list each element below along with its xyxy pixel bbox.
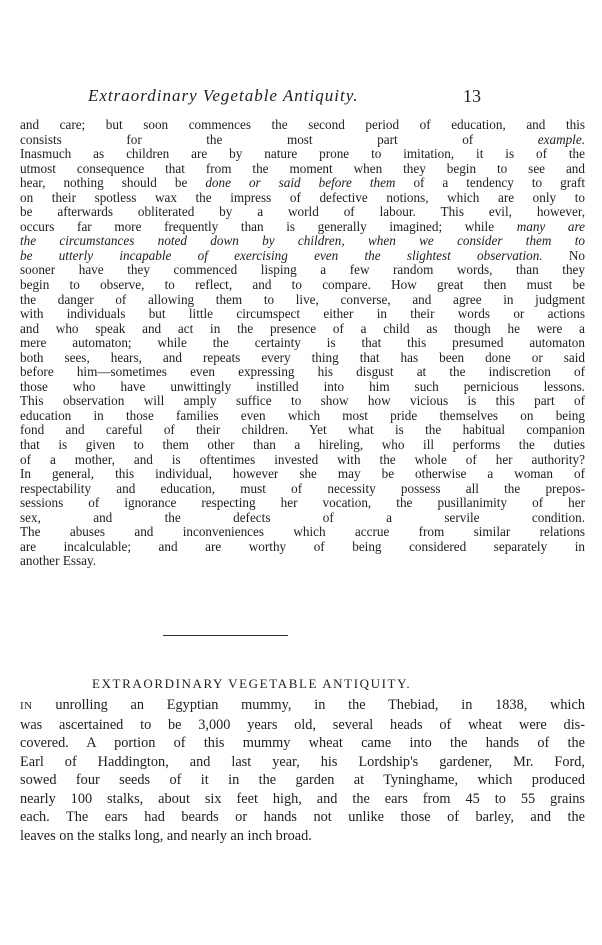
page-number: 13 — [463, 86, 481, 106]
text-run: the danger of allowing them to live, converse, and agree in judgment — [20, 291, 585, 307]
page-header — [0, 86, 602, 110]
text-line — [20, 453, 585, 468]
text-line — [20, 336, 585, 351]
italic-run: example. — [537, 131, 585, 147]
small-caps-run: IN — [20, 700, 33, 712]
text-run: mere automaton; while the certainty is that this presumed automaton — [20, 335, 585, 351]
text-run: The abuses and inconveniences which accrue from similar relations — [20, 524, 585, 540]
text-run: In general, this individual, however she may be otherwise a woman of — [20, 466, 585, 482]
text-run: covered. A portion of this mummy wheat came into the hands of the — [20, 735, 585, 751]
text-run: and who speak and act in the presence of a child as though he were a — [20, 320, 585, 336]
text-line — [20, 467, 585, 482]
italic-run: be utterly incapable of exercising even the slightest observation. — [20, 247, 543, 263]
text-run: of a tendency to graft — [395, 175, 585, 191]
text-run: This observation will amply suffice to show how vicious is this part of — [20, 393, 585, 409]
text-run: of a mother, and is oftentimes invested with the whole of her authority? — [20, 451, 585, 467]
section-divider — [163, 635, 288, 636]
text-run: and care; but soon commences the second period of education, and this — [20, 117, 585, 132]
text-line — [20, 790, 585, 809]
text-run: on their spotless wax the impress of defective notions, which are only to — [20, 189, 585, 205]
text-line — [20, 293, 585, 308]
text-run: hear, nothing should be — [20, 175, 206, 191]
text-line — [20, 753, 585, 772]
text-line — [20, 307, 585, 322]
text-line — [20, 496, 585, 511]
text-run: sex, and the defects of a servile condition. — [20, 509, 585, 525]
text-line — [20, 771, 585, 790]
text-line — [20, 234, 585, 249]
text-line — [20, 511, 585, 526]
text-line — [20, 176, 585, 191]
text-line — [20, 734, 585, 753]
section-title: EXTRAORDINARY VEGETABLE ANTIQUITY. — [92, 676, 412, 691]
text-line — [20, 147, 585, 162]
text-run: was ascertained to be 3,000 years old, several heads of wheat were dis- — [20, 716, 585, 733]
text-run: education in those families even which most pride themselves on being — [20, 407, 585, 423]
text-run: both sees, hears, and repeats every thing that has been done or said — [20, 349, 585, 365]
text-line — [20, 827, 585, 846]
text-run: consists for the most part of — [20, 131, 538, 147]
text-run: are incalculable; and are worthy of being considered separately in — [20, 538, 585, 554]
text-run: that is given to them other than a hireling, who ill performs the duties — [20, 437, 585, 453]
text-line — [20, 423, 585, 438]
running-title: Extraordinary Vegetable Antiquity. — [88, 86, 359, 105]
text-line — [20, 394, 585, 409]
text-line — [20, 322, 585, 337]
text-run: fond and careful of their children. Yet what is the habitual companion — [20, 422, 585, 438]
text-run: occurs far more frequently than is generally imagined; while — [20, 218, 517, 234]
text-run: No — [542, 247, 585, 263]
text-run: begin to observe, to reflect, and to compare. How great then must be — [20, 277, 585, 293]
text-line — [20, 220, 585, 235]
text-run: leaves on the stalks long, and nearly an inch broad. — [20, 827, 312, 844]
text-line — [20, 808, 585, 827]
text-line — [20, 525, 585, 540]
mummy-wheat-article-text — [20, 696, 585, 845]
text-run: those who have unwittingly instilled into him such pernicious lessons. — [20, 378, 585, 394]
text-line — [20, 205, 585, 220]
italic-run: many are — [516, 218, 585, 234]
text-line — [20, 696, 585, 716]
text-run: sooner have they commenced lisping a few random words, than they — [20, 262, 585, 278]
text-run: Inasmuch as children are by nature prone to imitation, it is of the — [20, 146, 585, 162]
text-line — [20, 540, 585, 555]
text-run: with individuals but little circumspect either in their words or actions — [20, 306, 585, 322]
text-line — [20, 554, 585, 569]
text-run: unrolling an Egyptian mummy, in the Thebiad, in 1838, which — [32, 697, 585, 713]
text-line — [20, 365, 585, 380]
italic-run: the circumstances noted down by children, when we consider them to — [20, 233, 585, 249]
text-line — [20, 409, 585, 424]
education-article-text — [20, 118, 585, 569]
text-line — [20, 118, 585, 133]
text-line — [20, 438, 585, 453]
text-line — [20, 380, 585, 395]
text-run: each. The ears had beards or hands not unlike those of barley, and the — [20, 809, 585, 825]
text-line — [20, 482, 585, 497]
text-run: Earl of Haddington, and last year, his Lordship's gardener, Mr. Ford, — [20, 753, 585, 770]
text-run: nearly 100 stalks, about six feet high, and the ears from 45 to 55 grains — [20, 790, 585, 807]
text-line — [20, 716, 585, 735]
text-run: sessions of ignorance respecting her vocation, the pusillanimity of her — [20, 495, 585, 511]
italic-run: done or said before them — [205, 175, 396, 191]
text-run: sowed four seeds of it in the garden at Tyninghame, which produced — [20, 772, 585, 788]
text-line — [20, 162, 585, 177]
text-run: before him—sometimes even expressing his disgust at the indiscretion of — [20, 364, 585, 380]
text-line — [20, 351, 585, 366]
text-run: be afterwards obliterated by a world of labour. This evil, however, — [20, 204, 585, 220]
text-line — [20, 249, 585, 264]
text-run: utmost consequence that from the moment when they begin to see and — [20, 160, 585, 176]
text-line — [20, 191, 585, 206]
text-run: respectability and education, must of necessity possess all the prepos- — [20, 480, 585, 496]
text-run: another Essay. — [20, 553, 97, 569]
text-line — [20, 263, 585, 278]
text-line — [20, 278, 585, 293]
text-line — [20, 133, 585, 148]
